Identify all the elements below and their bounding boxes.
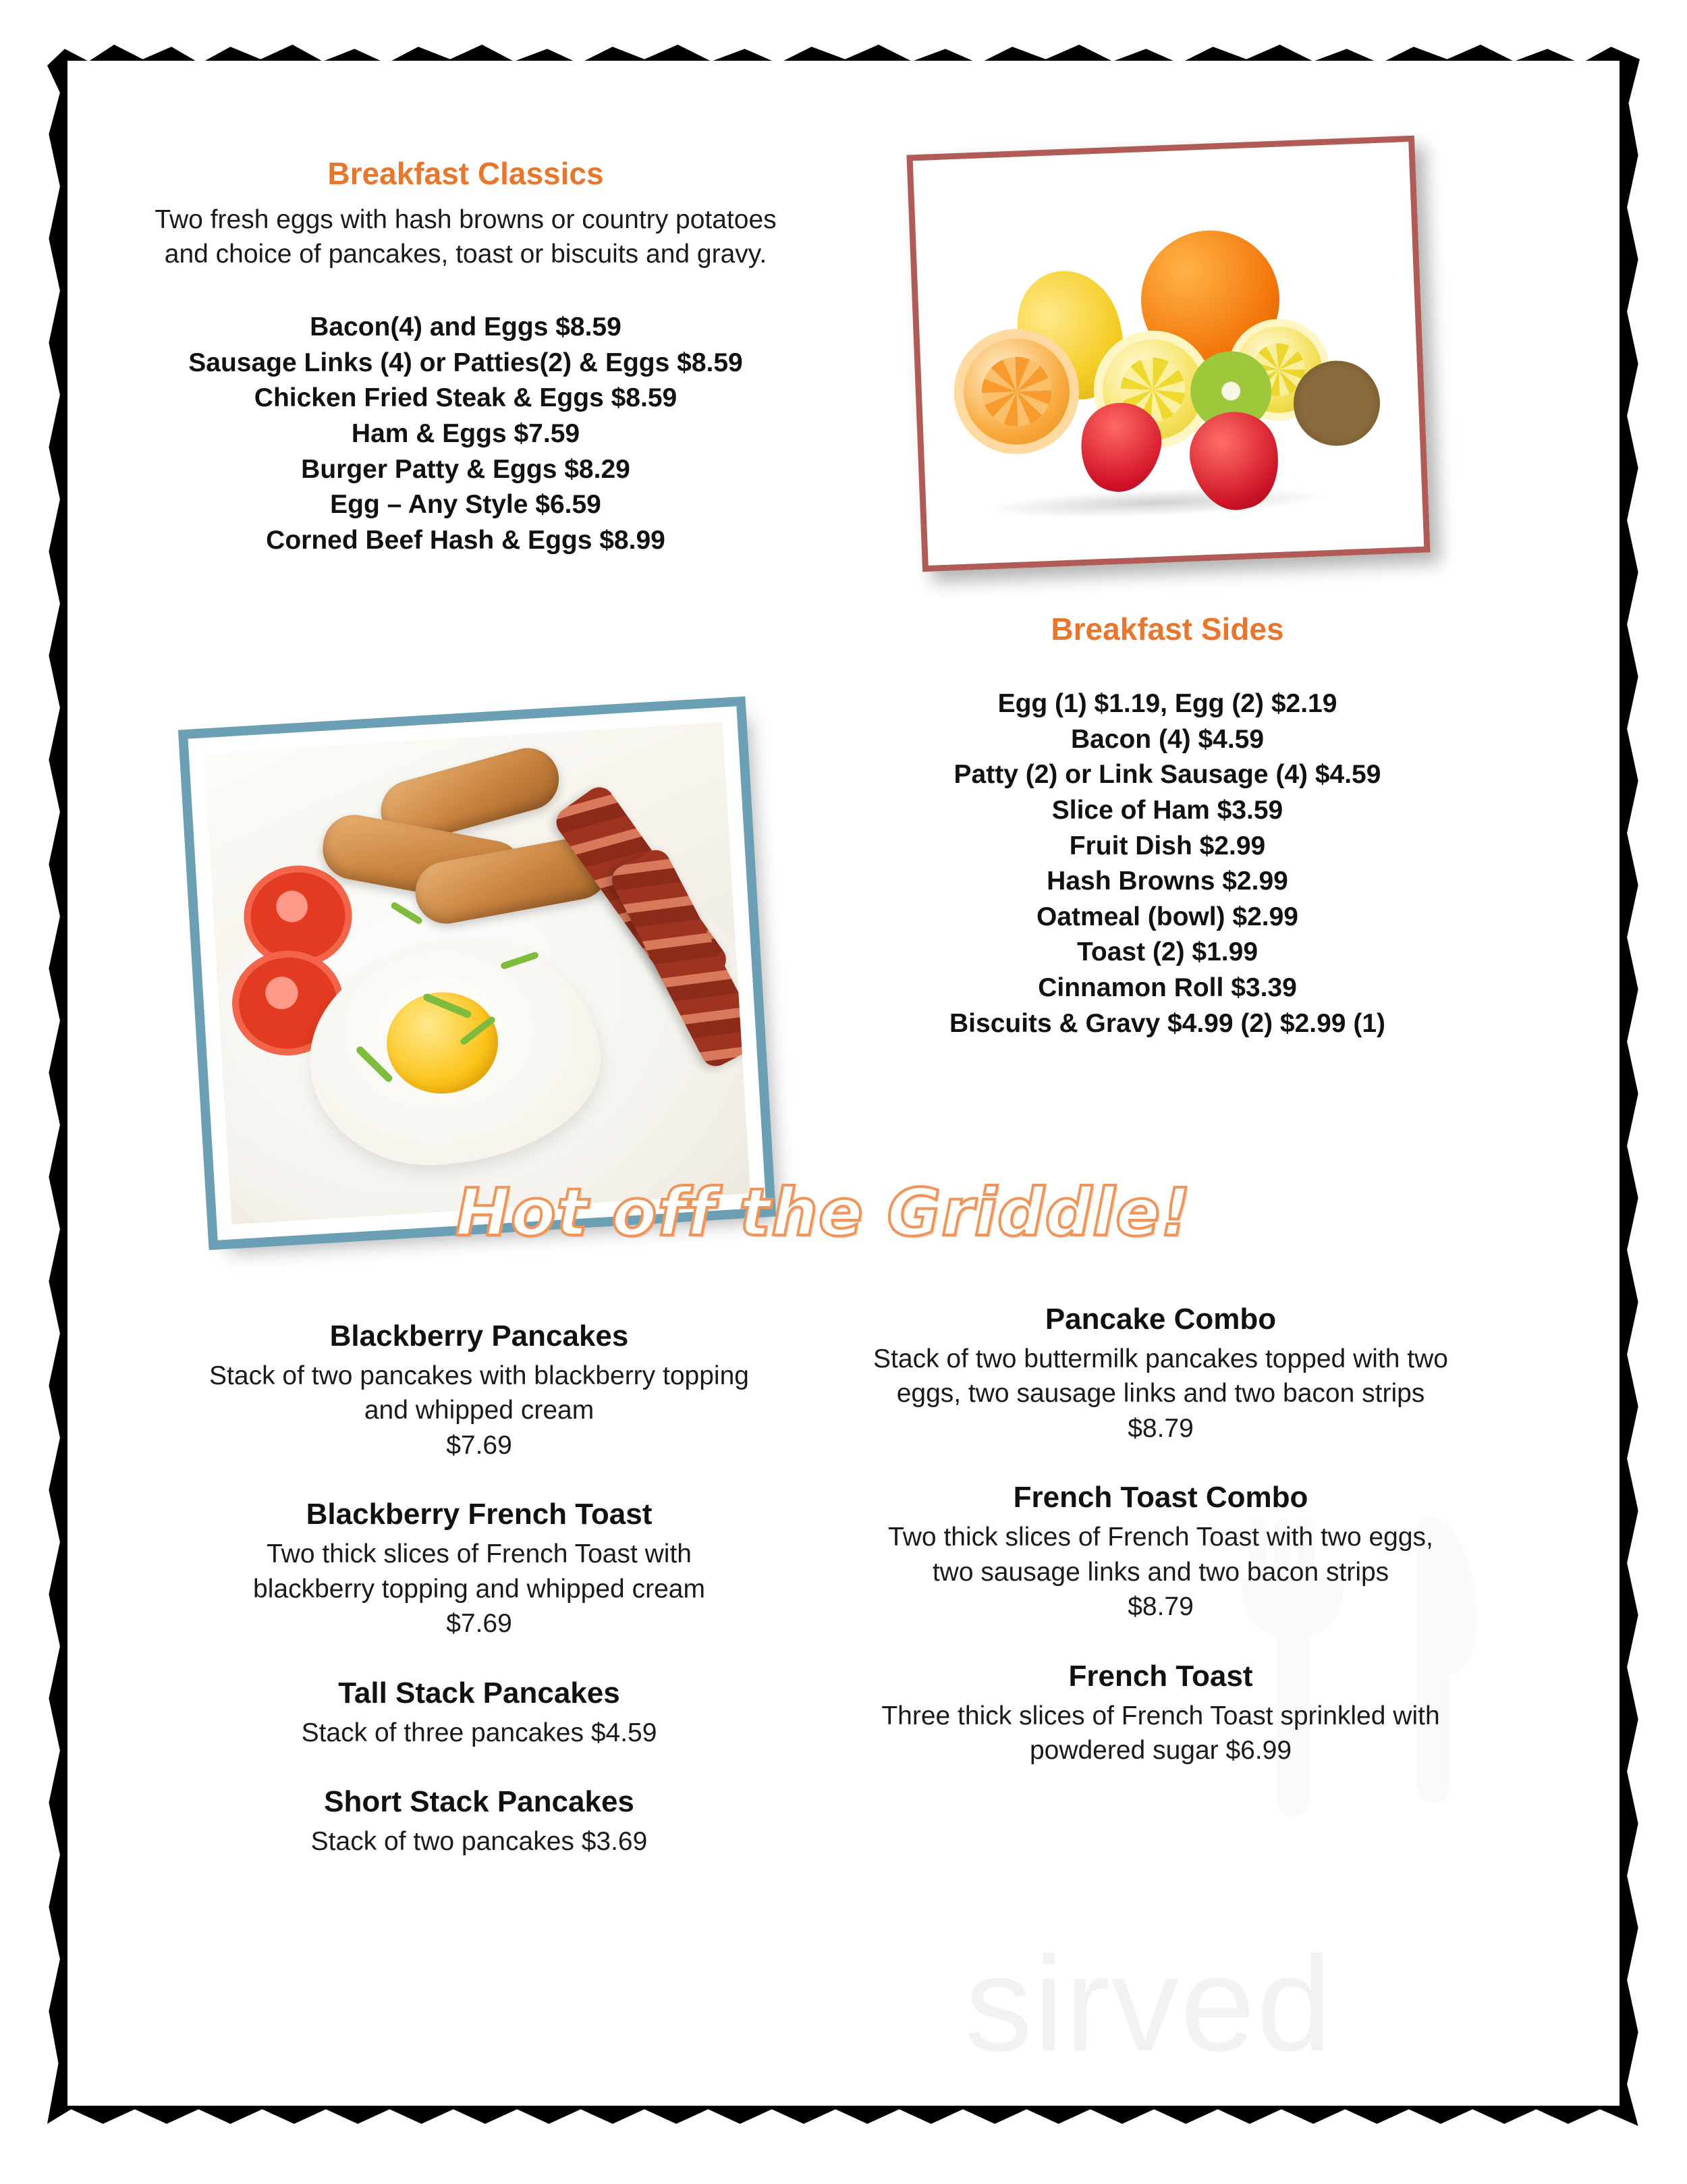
menu-item: Corned Beef Hash & Eggs $8.99 (266, 525, 665, 555)
breakfast-sides-section (864, 611, 1471, 1041)
menu-item: Cinnamon Roll $3.39 (1038, 973, 1297, 1003)
menu-item: Bacon(4) and Eggs $8.59 (310, 312, 621, 342)
menu-dish (209, 1676, 749, 1750)
menu-item: Toast (2) $1.99 (1076, 937, 1259, 967)
dish-name: Pancake Combo (1045, 1303, 1277, 1336)
menu-dish (870, 1660, 1451, 1768)
griddle-left-column (209, 1319, 749, 1894)
menu-dish (209, 1498, 749, 1641)
fruit-photo-canvas (913, 142, 1424, 566)
dish-name: Tall Stack Pancakes (338, 1676, 620, 1710)
photo-shadow (980, 483, 1331, 523)
dish-price: $7.69 (446, 1609, 512, 1639)
egg-photo-canvas (204, 722, 750, 1224)
menu-dish (870, 1303, 1451, 1446)
menu-item: Fruit Dish $2.99 (1069, 831, 1266, 861)
breakfast-classics-description: Two fresh eggs with hash browns or country potatoes and choice of pancakes, toast or biscuits and gravy. (155, 205, 777, 269)
dish-description: Two thick slices of French Toast with two eggs, two sausage links and two bacon strips (888, 1523, 1433, 1587)
breakfast-classics-title: Breakfast Classics (327, 156, 604, 191)
menu-item: Sausage Links (4) or Patties(2) & Eggs $8.59 (188, 348, 743, 377)
menu-item: Biscuits & Gravy $4.99 (2) $2.99 (1) (949, 1008, 1385, 1038)
dish-name: French Toast (1068, 1659, 1253, 1693)
griddle-banner-title: Hot off the Griddle! (455, 1174, 1192, 1251)
menu-item: Burger Patty & Eggs $8.29 (301, 454, 630, 484)
breakfast-sides-title: Breakfast Sides (1051, 611, 1284, 647)
menu-item: Egg – Any Style $6.59 (330, 490, 601, 520)
dish-description: Stack of three pancakes $4.59 (301, 1718, 657, 1747)
menu-item: Bacon (4) $4.59 (1070, 724, 1265, 754)
griddle-right-column (870, 1303, 1451, 1803)
menu-dish (870, 1481, 1451, 1624)
breakfast-classics-items (135, 310, 796, 558)
menu-item: Chicken Fried Steak & Eggs $8.59 (254, 383, 677, 413)
menu-item: Ham & Eggs $7.59 (351, 418, 580, 448)
breakfast-classics-section (135, 155, 796, 558)
menu-item: Egg (1) $1.19, Egg (2) $2.19 (997, 689, 1337, 718)
eggs-bacon-sausage-photo (188, 707, 767, 1240)
dish-description: Stack of two buttermilk pancakes topped with two eggs, two sausage links and two bacon strips (873, 1344, 1448, 1409)
dish-description: Stack of two pancakes $3.69 (310, 1827, 648, 1857)
dish-name: Blackberry French Toast (306, 1498, 653, 1531)
dish-description: Two thick slices of French Toast with blackberry topping and whipped cream (253, 1539, 705, 1604)
dish-description: Stack of two pancakes with blackberry topping and whipped cream (209, 1361, 749, 1425)
fruit-platter-photo (906, 136, 1430, 572)
dish-name: French Toast Combo (1013, 1481, 1308, 1514)
dish-price: $8.79 (1128, 1592, 1194, 1622)
menu-item: Oatmeal (bowl) $2.99 (1036, 902, 1298, 931)
menu-item: Hash Browns $2.99 (1047, 867, 1288, 896)
breakfast-sides-items (864, 686, 1471, 1041)
menu-dish (209, 1785, 749, 1859)
menu-item: Patty (2) or Link Sausage (4) $4.59 (953, 760, 1381, 790)
sirved-watermark: sirved (965, 1929, 1333, 2079)
dish-description: Three thick slices of French Toast sprinkled with powdered sugar $6.99 (881, 1701, 1440, 1766)
dish-price: $8.79 (1128, 1413, 1194, 1443)
dish-price: $7.69 (446, 1430, 512, 1460)
menu-item: Slice of Ham $3.59 (1051, 795, 1283, 825)
menu-dish (209, 1319, 749, 1463)
dish-name: Short Stack Pancakes (324, 1785, 634, 1819)
dish-name: Blackberry Pancakes (329, 1319, 629, 1353)
